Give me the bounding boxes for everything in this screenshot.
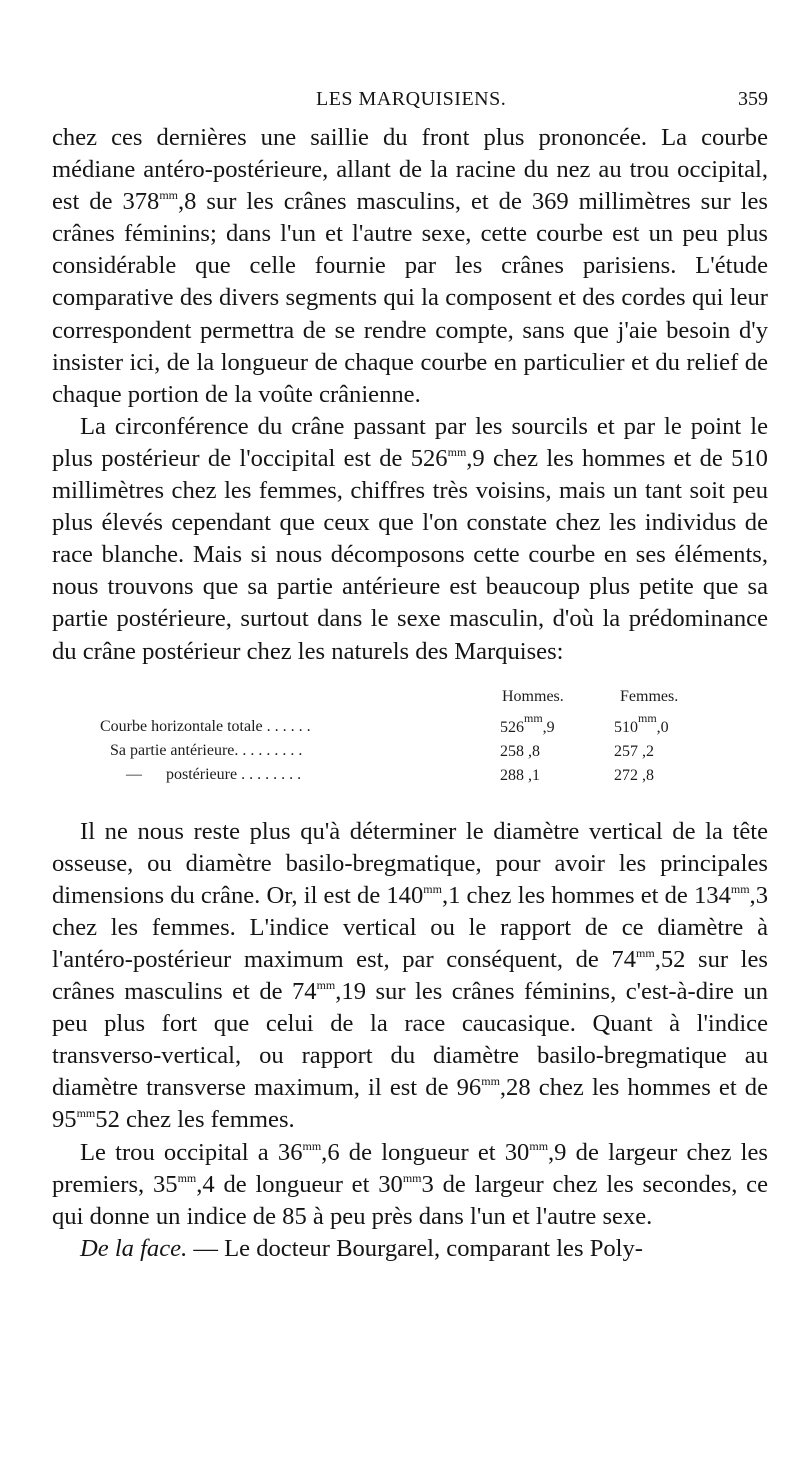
column-header-hommes: Hommes. xyxy=(502,687,564,705)
paragraph-2: La circonférence du crâne passant par les sourcils et par le point le plus postérieur de l'occipital est de $526^{mm},9$ chez les hommes et de 510 millimètres chez les femmes, chiffres très voisins, mais un tant soit peu plus élevés cependant que ceux que l'on constate chez les individus de race blanche. Mais si nous décomposons cette courbe en ses éléments, nous trouvons que sa partie antérieure est beaucoup plus petite que sa partie postérieure, surtout dans le sexe masculin, d'où la prédominance du crâne postérieur chez les naturels des Marquises: xyxy=(52,412,768,665)
row-label: Sa partie antérieure. . . . . . . . . xyxy=(110,741,303,759)
value-hommes: $526^{mm},9$ xyxy=(500,710,555,736)
value-hommes: 258 ,8 xyxy=(500,742,540,760)
column-header-femmes: Femmes. xyxy=(620,687,679,705)
paragraph-1: chez ces dernières une saillie du front plus prononcée. La courbe médiane antéro-postérieure, allant de la racine du nez au trou occipital, est de $378^{mm},8$ sur les crânes masculins, et de 369 millimètres sur les crânes féminins; dans l'un et l'autre sexe, cette courbe est un peu plus considérable que celle fournie par les crânes parisiens. L'étude comparative des divers segments qui la composent et des cordes qui leur correspondent permettra de se rendre compte, sans que j'aie besoin d'y insister ici, de la longueur de chaque courbe en particulier et du relief de chaque portion de la voûte crânienne. xyxy=(52,124,768,408)
measurement-table xyxy=(52,688,768,798)
paragraph-3: Il ne nous reste plus qu'à déterminer le diamètre vertical de la tête osseuse, ou diamètre basilo-bregmatique, pour avoir les principales dimensions du crâne. Or, il est de $140^{mm},1$ chez les hommes et de $134^{mm},3$ chez les femmes. L'indice vertical ou le rapport de ce diamètre à l'antéro-postérieur maximum est, par conséquent, de $74^{mm},52$ sur les crânes masculins et de $74^{mm},19$ sur les crânes féminins, c'est-à-dire un peu plus fort que celui de la race caucasique. Quant à l'indice transverso-vertical, ou rapport du diamètre basilo-bregmatique au diamètre transverse maximum, il est de $96^{mm},28$ chez les hommes et de $95^{mm}52$ chez les femmes. xyxy=(52,817,768,1134)
row-label: — postérieure . . . . . . . . xyxy=(126,765,302,783)
section-heading: De la face. xyxy=(80,1234,188,1262)
table-row xyxy=(52,742,768,764)
value-hommes: 288 ,1 xyxy=(500,766,540,784)
paragraph-4: Le trou occipital a $36^{mm},6$ de longueur et $30^{mm},9$ de largeur chez les premiers, $35^{mm},4$ de longueur et $30^{mm}3$ de largeur chez les secondes, ce qui donne un indice de 85 à peu près dans l'un et l'autre sexe. xyxy=(52,1138,769,1230)
page xyxy=(52,88,768,1265)
value-femmes: 272 ,8 xyxy=(614,766,654,784)
table-row xyxy=(52,766,768,788)
page-number: 359 xyxy=(738,88,768,110)
value-femmes: $510^{mm},0$ xyxy=(614,710,669,736)
running-title: LES MARQUISIENS. xyxy=(316,88,507,110)
value-femmes: 257 ,2 xyxy=(614,742,654,760)
paragraph-5: De la face. — Le docteur Bourgarel, comparant les Poly- xyxy=(80,1234,643,1262)
row-label: Courbe horizontale totale . . . . . . xyxy=(100,717,311,735)
table-row xyxy=(52,710,768,740)
page-header xyxy=(52,88,768,122)
